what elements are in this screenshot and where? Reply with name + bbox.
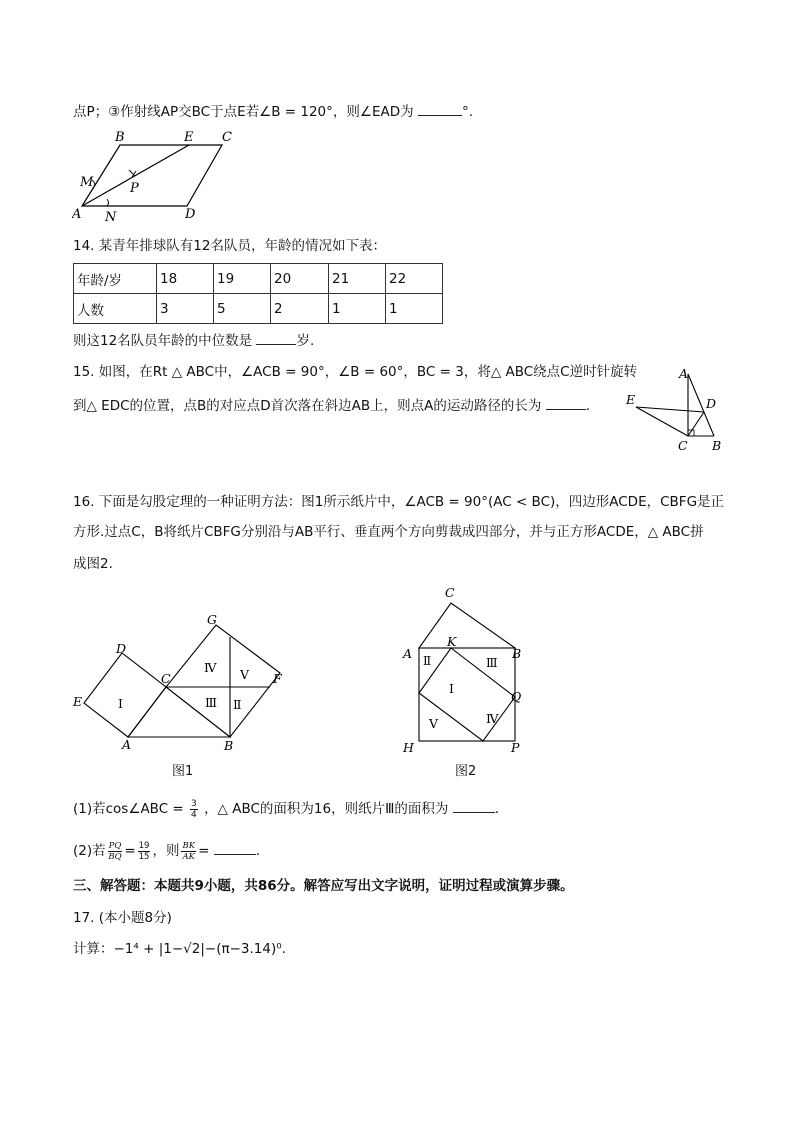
q13-parallelogram-figure xyxy=(72,128,252,226)
label-E: E xyxy=(184,130,194,145)
q13-line: 点P；③作射线AP交BC于点E若∠B = 120°，则∠EAD为 °. xyxy=(73,101,473,122)
q16-sub2: (2)若 $\frac{PQ}{BQ}$ = $\frac{19}{15}$ ，则 $\frac{BK}{AK}$ = . xyxy=(73,840,260,862)
label-N: N xyxy=(105,210,117,225)
q16-sub1: (1)若cos∠ABC = $\frac{3}{4}$ ，△ ABC的面积为16，则纸片Ⅲ的面积为 . xyxy=(73,798,500,820)
label-G: G xyxy=(207,615,217,627)
region-II: Ⅱ xyxy=(233,697,242,712)
q16-line1: 16. 下面是勾股定理的一种证明方法：图1所示纸片中，∠ACB = 90°(AC < BC)，四边形ACDE，CBFG是正 xyxy=(73,494,725,510)
label-D: D xyxy=(116,641,127,656)
fraction-bk-ak: $\frac{BK}{AK}$ xyxy=(182,840,196,862)
region-IV: Ⅳ xyxy=(204,660,217,675)
table-row: 人数 3 5 2 1 1 xyxy=(74,294,443,324)
q17-expression: 计算：−1⁴ + |1−√2|−(π−3.14)⁰. xyxy=(73,941,286,957)
answer-blank xyxy=(256,330,296,345)
answer-blank xyxy=(453,798,495,813)
region-II: Ⅱ xyxy=(423,654,432,668)
label-E: E xyxy=(626,392,636,407)
q16-figure-1 xyxy=(70,615,300,780)
label-C: C xyxy=(161,671,171,686)
q14-question: 则这12名队员年龄的中位数是 岁. xyxy=(73,330,314,351)
label-B: B xyxy=(712,438,722,453)
label-C: C xyxy=(222,130,232,145)
table-row: 年龄/岁 18 19 20 21 22 xyxy=(74,264,443,294)
section-3-heading: 三、解答题：本题共9小题，共86分。解答应写出文字说明，证明过程或演算步骤。 xyxy=(73,878,574,894)
label-M: M xyxy=(80,175,94,190)
region-I: Ⅰ xyxy=(449,681,454,696)
q15-line2: 到△ EDC的位置，点B的对应点D首次落在斜边AB上，则点A的运动路径的长为 . xyxy=(73,395,590,416)
q15-line1: 15. 如图，在Rt △ ABC中，∠ACB = 90°，∠B = 60°，BC = 3，将△ ABC绕点C逆时针旋转 xyxy=(73,364,638,380)
figure-2-caption: 图2 xyxy=(455,764,477,779)
region-V: Ⅴ xyxy=(429,716,439,731)
q17-title: 17. (本小题8分) xyxy=(73,910,172,926)
label-C: C xyxy=(678,438,688,453)
fraction-pq-bq: $\frac{PQ}{BQ}$ xyxy=(108,840,122,862)
label-B: B xyxy=(115,130,125,145)
q15-rotation-figure xyxy=(622,362,728,456)
figure-1-caption: 图1 xyxy=(172,764,194,779)
region-I: Ⅰ xyxy=(118,696,123,711)
label-A: A xyxy=(679,366,689,381)
label-P: P xyxy=(511,740,520,755)
region-III: Ⅲ xyxy=(486,656,498,670)
label-H: H xyxy=(403,740,414,755)
label-B: B xyxy=(224,738,234,753)
label-K: K xyxy=(447,634,457,649)
age-table xyxy=(73,263,443,324)
q16-line3: 成图2. xyxy=(73,556,113,572)
label-C: C xyxy=(445,585,455,600)
region-IV: Ⅳ xyxy=(486,711,499,726)
fraction-3-4: $\frac{3}{4}$ xyxy=(191,798,197,820)
label-F: F xyxy=(273,671,282,686)
label-A: A xyxy=(122,737,132,752)
label-Q: Q xyxy=(511,689,522,704)
label-D: D xyxy=(185,207,196,222)
label-A: A xyxy=(72,207,82,222)
region-III: Ⅲ xyxy=(205,695,218,710)
answer-blank xyxy=(418,101,462,116)
q16-figure-2 xyxy=(395,585,535,763)
label-E: E xyxy=(73,694,83,709)
label-P: P xyxy=(130,181,139,196)
answer-blank xyxy=(214,840,256,855)
q16-line2: 方形.过点C，B将纸片CBFG分别沿与AB平行、垂直两个方向剪裁成四部分，并与正方形ACDE，△ ABC拼 xyxy=(73,524,704,540)
q14-intro: 14. 某青年排球队有12名队员，年龄的情况如下表： xyxy=(73,238,386,254)
fraction-19-15: $\frac{19}{15}$ xyxy=(138,840,150,862)
answer-blank xyxy=(546,395,586,410)
label-A: A xyxy=(403,646,413,661)
label-D: D xyxy=(706,396,717,411)
label-B: B xyxy=(512,646,522,661)
region-V: Ⅴ xyxy=(240,667,250,682)
